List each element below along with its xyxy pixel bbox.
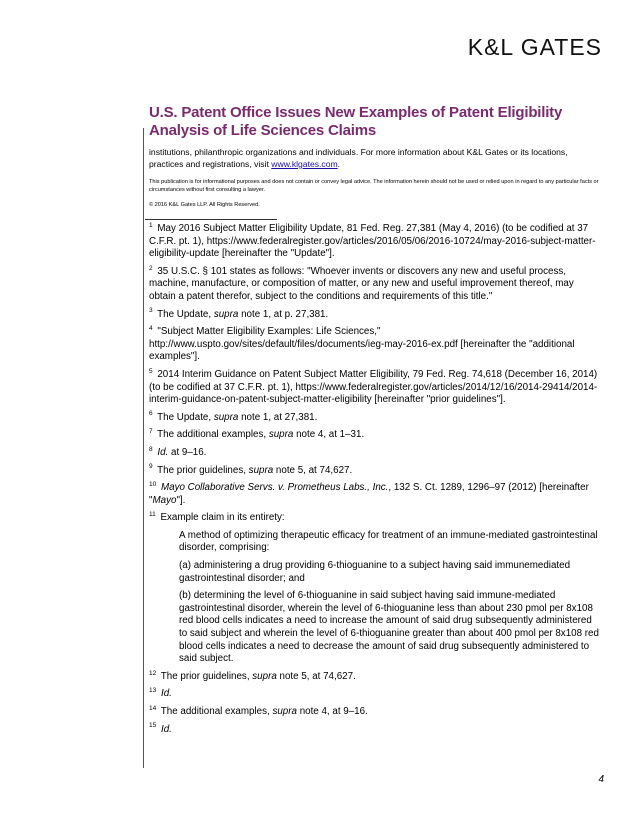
footnote-text: at 9–16. [171,446,207,458]
footnote-italic: supra [272,706,297,717]
footnote-text: The Update, [157,411,212,423]
footnote-text: , 132 S. Ct. 1289, 1296–97 (2012) [hereinafter " [149,482,589,506]
footnote-italic: supra [248,464,274,476]
company-logo: K&L GATES [467,34,602,60]
footnote-number: 4 [149,324,153,332]
footnote-4 [149,326,601,364]
footnote-italic: supra [268,429,294,441]
footnote-2 [149,266,601,304]
footnote-text: note 4, at 1–31. [296,429,365,441]
footnote-number: 10 [149,480,157,488]
footnote-text: The additional examples, [157,429,267,441]
footnote-12 [149,671,601,684]
footnote-text: The prior guidelines, [157,464,246,476]
intro-paragraph [149,146,601,170]
footnote-14 [149,706,601,719]
footnote-9 [149,465,601,478]
claim-paragraph: (a) administering a drug providing 6-thioguanine to a subject having said immunemediated gastrointestinal disorder; and [179,560,571,584]
footnote-text: note 5, at 74,627. [275,464,353,476]
footnote-italic: supra [213,308,239,320]
footnote-text: note 1, at 27,381. [241,411,318,423]
footnote-number: 7 [149,428,153,436]
footnote-10 [149,482,601,507]
page-content [149,104,601,741]
footnote-italic: Id. [160,688,172,700]
footnote-text: note 5, at 74,627. [279,670,356,682]
footnote-text: The additional examples, [160,706,270,717]
footnote-1 [149,223,601,261]
intro-text: institutions, philanthropic organizations and individuals. For more information about K&L Gates or its locations, practices and registrations, visit [149,147,568,169]
footnote-italic: supra [252,670,277,682]
footnote-number: 6 [149,410,153,418]
footnote-number: 9 [149,463,153,471]
footnote-6 [149,412,601,425]
claim-block [179,530,601,666]
footnote-text: May 2016 Subject Matter Eligibility Update, 81 Fed. Reg. 27,381 (May 4, 2016) (to be codified at 37 C.F.R. pt. 1), https://www.federalregister.gov/articles/2016/05/06/2016-10724/may-2016-subject-matter-eligibility-update [hereinafter the "Update"]. [149,223,596,260]
footnote-11 [149,512,601,666]
margin-rule [143,128,144,768]
footnote-text: Example claim in its entirety: [160,512,285,524]
footnote-italic: Id. [157,446,169,458]
footnote-text: "]. [176,494,186,506]
claim-paragraph: (b) determining the level of 6-thioguanine in said subject having said immune-mediated gastrointestinal disorder, wherein the level of 6-thioguanine less than about 230 pmol per 8x108 red blood cells indicates a need to increase the amount of said drug subsequently administered to said subject and wherein the level of 6-thioguanine greater than about 400 pmol per 8x108 red blood cells indicates a need to decrease the amount of said drug subsequently administered to said subject. [179,590,599,665]
disclaimer: This publication is for informational purposes and does not contain or convey legal advice. The information herein should not be used or relied upon in regard to any particular facts or circumstances without first consulting a lawyer. [149,179,599,193]
klgates-link[interactable]: www.klgates.com [271,159,338,169]
claim-paragraph: A method of optimizing therapeutic efficacy for treatment of an immune-mediated gastrointestinal disorder, comprising: [179,529,598,554]
footnote-text: The Update, [157,308,212,320]
footnote-number: 11 [149,511,156,519]
footnote-3 [149,309,601,322]
footnote-italic: supra [213,411,239,423]
footnote-separator [145,219,277,220]
footnote-text: note 1, at p. 27,381. [241,308,329,320]
footnote-italic: Id. [160,723,172,735]
page-number: 4 [598,774,604,785]
footnote-number: 5 [149,367,153,375]
footnote-8 [149,447,601,460]
footnote-number: 14 [149,704,157,712]
footnote-13 [149,688,601,701]
footnote-text: The prior guidelines, [160,670,250,682]
footnote-number: 12 [149,669,157,677]
footnote-number: 2 [149,264,153,272]
article-title: U.S. Patent Office Issues New Examples of Patent Eligibility Analysis of Life Sciences Claims [149,104,563,139]
footnote-italic: Mayo Collaborative Servs. v. Prometheus Labs., Inc. [160,482,389,494]
footnote-text: 35 U.S.C. § 101 states as follows: "Whoever invents or discovers any new and useful process, machine, manufacture, or composition of matter, or any new and useful improvement thereof, may obtain a patent therefor, subject to the conditions and requirements of this title." [149,265,574,302]
intro-end: . [337,159,341,169]
footnote-text: "Subject Matter Eligibility Examples: Life Sciences," http://www.uspto.gov/sites/default/files/documents/ieg-may-2016-ex.pdf [hereinafter the "additional examples"]. [149,326,575,363]
footnote-7 [149,429,601,442]
footnote-number: 3 [149,307,153,315]
footnote-5 [149,369,601,407]
footnote-15 [149,724,601,737]
footnote-number: 13 [149,687,157,695]
copyright: © 2016 K&L Gates LLP. All Rights Reserved. [149,202,260,208]
footnote-number: 1 [149,221,153,229]
footnote-text: 2014 Interim Guidance on Patent Subject Matter Eligibility, 79 Fed. Reg. 74,618 (December 16, 2014) (to be codified at 37 C.F.R. pt. 1), https://www.federalregister.gov/articles/2014/12/16/2014-29414/2014-interim-guidance-on-patent-subject-matter-eligibility [hereinafter "prior guidelines"]. [149,368,598,406]
footnote-italic: Mayo [152,494,177,506]
footnote-number: 15 [149,722,157,730]
footnote-number: 8 [149,445,153,453]
footnote-text: note 4, at 9–16. [299,706,368,717]
